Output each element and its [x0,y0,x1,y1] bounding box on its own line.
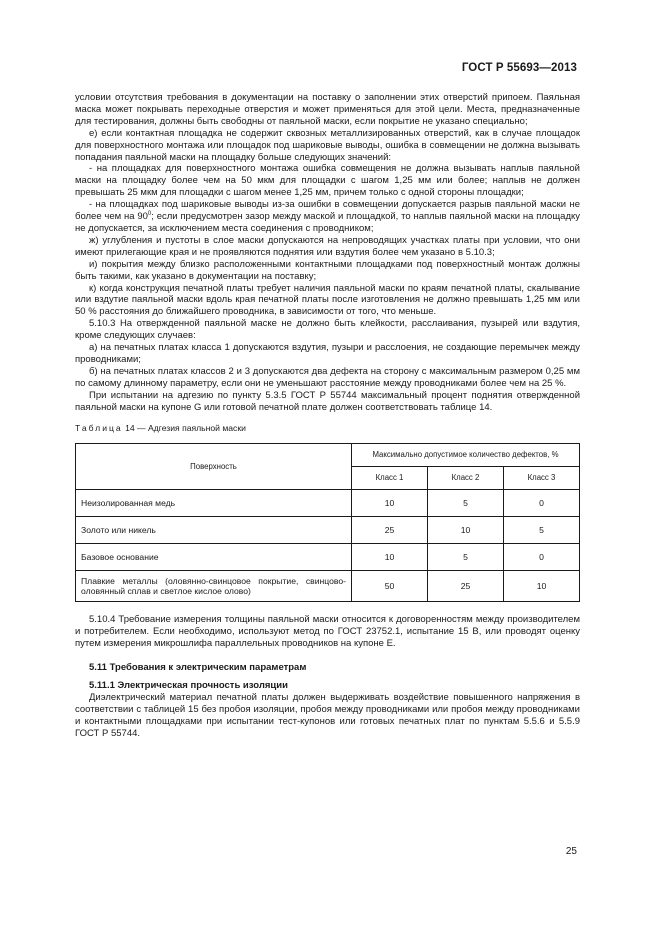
cell-surface: Базовое основание [76,544,352,571]
cell-class-3: 5 [503,517,579,544]
cell-class-1: 10 [352,490,428,517]
cell-class-1: 25 [352,517,428,544]
cell-class-3: 10 [503,571,579,602]
section-heading-5-11: 5.11 Требования к электрическим параметрам [89,662,307,674]
header-class-1: Класс 1 [352,467,428,490]
cell-class-3: 0 [503,544,579,571]
cell-class-2: 5 [427,544,503,571]
cell-class-2: 10 [427,517,503,544]
cell-class-1: 10 [352,544,428,571]
page-number: 25 [565,846,577,857]
paragraph-item-b: б) на печатных платах классов 2 и 3 допускаются два дефекта на сторону с максимальным размером 0,25 мм по самому длинному параметру, если они не уменьшают расстояние между проводниками более чем на 25 %. [75,365,580,389]
header-max-defects: Максимально допустимое количество дефектов, % [352,444,580,467]
cell-surface: Плавкие металлы (оловянно-свинцовое покрытие, свинцово-оловянный сплав и светлое кислое олово) [76,571,352,602]
table-row [76,544,580,571]
cell-surface: Неизолированная медь [76,490,352,517]
table-row [76,517,580,544]
cell-class-1: 50 [352,571,428,602]
cell-class-2: 5 [427,490,503,517]
paragraph-bga-pads [75,199,580,235]
paragraph-item-a: а) на печатных платах класса 1 допускаются вздутия, пузыри и расслоения, не создающие перемычек между проводниками; [75,342,580,365]
paragraph-continuation: условии отсутствия требования в документации на поставку о заполнении этих отверстий припоем. Паяльная маска может покрывать переходные отверстия и может применяться для этой цели. Места, предназначенные для тестирования, должны быть свободны от паяльной маски, если покрытие не указано специально; [75,92,580,127]
table-caption-text: 14 — Адгезия паяльной маски [122,423,246,434]
paragraph-5-10-3: 5.10.3 На отвержденной паяльной маске не должно быть клейкости, расслаивания, пузырей или вздутия, кроме следующих случаев: [75,318,580,342]
paragraph-item-k: к) когда конструкция печатной платы требует наличия паяльной маски по краям печатной платы, скалывание или вздутие паяльной маски вдоль края печатной платы после изготовления не должно превышать 1,25 мм или 50 % расстояния до ближайшего проводника, в зависимости от того, что меньше. [75,282,580,318]
paragraph-adhesion-test: При испытании на адгезию по пункту 5.3.5 ГОСТ Р 55744 максимальный процент поднятия отвержденной паяльной маски на купоне G или готовой печатной плате должен соответствовать таблице 14. [75,389,580,413]
paragraph-item-e: е) если контактная площадка не содержит сквозных металлизированных отверстий, как в случае площадок для поверхностного монтажа или площадок под шариковые выводы, ошибка в совмещении не должна вызывать попадания паяльной маски на площадку больше следующих значений: [75,127,580,163]
cell-class-2: 25 [427,571,503,602]
paragraph-smt-pads: - на площадках для поверхностного монтажа ошибка совмещения не должна вызывать наплыв паяльной маски на площадку более чем на 50 мкм для площадки с шагом 1,25 мм или более; наплыв не должен превышать 25 мкм для площадки с шагом менее 1,25 мм, причем только с одной стороны площадки; [75,163,580,199]
table-row [76,490,580,517]
cell-class-3: 0 [503,490,579,517]
paragraph-item-i: и) покрытия между близко расположенными контактными площадками под поверхностный монтаж должны быть такими, как указано в документации на поставку; [75,258,580,282]
paragraph-5-10-4: 5.10.4 Требование измерения толщины паяльной маски относится к договоренностям между производителем и потребителем. Если необходимо, используют метод по ГОСТ 23752.1, испытание 15 В, или проводят оценку путем измерения микрошлифа параллельных проводников на купоне Е. [75,614,580,650]
bga-text-after: ; если предусмотрен зазор между маской и площадкой, то наплыв паяльной маски на площадку не допускается, за исключением места соединения с проводником; [75,211,580,234]
page-body [75,92,580,740]
header-class-2: Класс 2 [427,467,503,490]
header-class-3: Класс 3 [503,467,579,490]
table-14-solder-mask-adhesion [75,443,580,602]
paragraph-item-zh: ж) углубления и пустоты в слое маски допускаются на непроводящих участках платы при условии, что они имеют прилегающие края и не проявляются поднятия или вздутия более чем указано в 5.10.3; [75,234,580,258]
document-standard-header: ГОСТ Р 55693—2013 [461,62,577,74]
table-caption [75,423,580,435]
subsection-heading-5-11-1: 5.11.1 Электрическая прочность изоляции [89,680,288,691]
table-caption-label: Таблица [75,423,123,434]
cell-surface: Золото или никель [76,517,352,544]
bga-text-before: - на площадках под шариковые выводы из-за ошибки в совмещении допускается разрыв паяльной маски не более чем на 90 [75,199,580,223]
header-surface: Поверхность [76,444,352,490]
bga-degree-sup: 0 [147,210,152,217]
paragraph-dielectric-strength: Диэлектрический материал печатной платы должен выдерживать воздействие повышенного напряжения в соответствии с таблицей 15 без пробоя изоляции, пробоя между проводниками или пробоя между проводниками и контактными площадками при испытании тест-купонов или готовых печатных плат по пунктам 5.5.6 и 5.5.9 ГОСТ Р 55744. [75,691,580,739]
table-row [76,571,580,602]
